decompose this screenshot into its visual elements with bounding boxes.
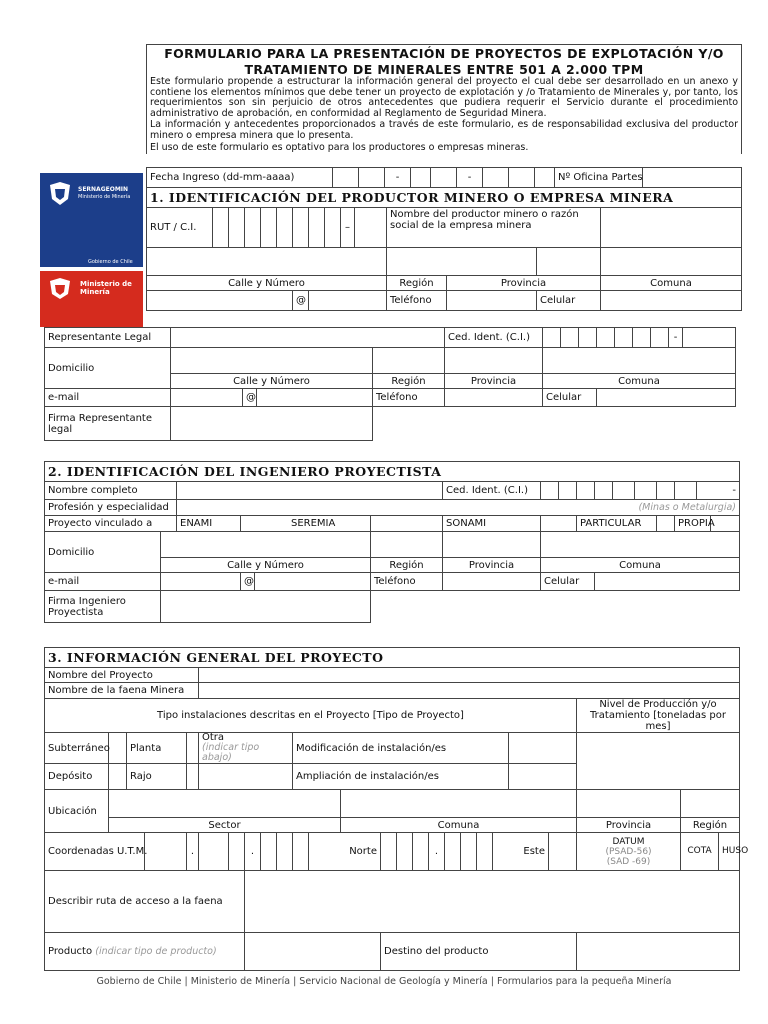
fecha-box[interactable]: [411, 168, 431, 188]
celular-field[interactable]: [597, 389, 736, 407]
ced-box[interactable]: [561, 328, 579, 348]
fecha-box[interactable]: [509, 168, 535, 188]
utm-este-box[interactable]: [381, 833, 397, 871]
at-sign: @: [243, 389, 257, 407]
ced-box[interactable]: [559, 482, 577, 500]
utm-este-box[interactable]: [413, 833, 429, 871]
representante-table: [44, 327, 736, 441]
utm-norte-box[interactable]: [229, 833, 245, 871]
ruta-acceso-field[interactable]: [245, 871, 740, 933]
nombre-productor-field[interactable]: [601, 208, 742, 248]
telefono-label: Teléfono: [387, 291, 447, 311]
rajo-box[interactable]: [187, 764, 199, 790]
provincia-field[interactable]: [577, 790, 681, 818]
comuna-label: Comuna: [541, 558, 740, 573]
ced-label: Ced. Ident. (C.I.): [443, 482, 541, 500]
nombre-proyecto-field[interactable]: [199, 668, 740, 683]
ced-dv-box[interactable]: [683, 328, 736, 348]
otra-hint: (indicar tipo abajo): [202, 742, 260, 763]
nombre-proyecto-label: Nombre del Proyecto: [45, 668, 199, 683]
domicilio-label: Domicilio: [45, 532, 161, 573]
telefono-field[interactable]: [447, 291, 537, 311]
ced-box[interactable]: [615, 328, 633, 348]
sector-field[interactable]: [109, 790, 341, 818]
nombre-faena-label: Nombre de la faena Minera: [45, 683, 199, 699]
modificacion-box[interactable]: [509, 733, 577, 764]
utm-dot: .: [187, 833, 199, 871]
utm-norte-box[interactable]: [277, 833, 293, 871]
nombre-completo-label: Nombre completo: [45, 482, 177, 500]
deposito-label: Depósito: [45, 764, 109, 790]
calle-label: Calle y Número: [147, 276, 387, 291]
provincia-label: Provincia: [443, 558, 541, 573]
fecha-box[interactable]: [483, 168, 509, 188]
rut-box[interactable]: [309, 208, 325, 248]
ced-box[interactable]: [633, 328, 651, 348]
otra-field[interactable]: [199, 764, 293, 790]
representante-label: Representante Legal: [45, 328, 171, 348]
fecha-dash: -: [385, 168, 411, 188]
nombre-productor-label: Nombre del productor minero o razón social de la empresa minera: [387, 208, 601, 248]
ced-label: Ced. Ident. (C.I.): [445, 328, 543, 348]
section-3-table: [44, 647, 749, 971]
profesion-label: Profesión y especialidad: [45, 500, 177, 516]
fecha-ingreso-label: Fecha Ingreso (dd-mm-aaaa): [147, 168, 333, 188]
producto-field[interactable]: [245, 933, 381, 971]
coat-of-arms-icon: [46, 181, 74, 207]
utm-este-box[interactable]: [477, 833, 493, 871]
ced-box[interactable]: [595, 482, 613, 500]
section-1-table: [146, 187, 742, 311]
producto-label: [45, 933, 245, 971]
section-2-title: 2. IDENTIFICACIÓN DEL INGENIERO PROYECTISTA: [45, 462, 740, 482]
comuna-field[interactable]: [341, 790, 577, 818]
este-spacer[interactable]: [549, 833, 577, 871]
firma-ingeniero-field[interactable]: [161, 591, 371, 623]
sector-label: Sector: [109, 818, 341, 833]
oficina-partes-field[interactable]: [643, 168, 742, 188]
celular-label: Celular: [537, 291, 601, 311]
provincia-field[interactable]: [537, 248, 601, 276]
utm-dot: .: [429, 833, 445, 871]
form-title-line2: TRATAMIENTO DE MINERALES ENTRE 501 A 2.000 TPM: [244, 62, 644, 77]
otra-label: [199, 733, 293, 764]
ubicacion-label: Ubicación: [45, 790, 109, 833]
ced-dash: -: [669, 328, 683, 348]
nombre-faena-field[interactable]: [199, 683, 740, 699]
utm-norte-box[interactable]: [293, 833, 309, 871]
firma-representante-label: Firma Representante legal: [45, 407, 171, 441]
utm-norte-box[interactable]: [145, 833, 187, 871]
fecha-dash: -: [457, 168, 483, 188]
destino-label: Destino del producto: [381, 933, 577, 971]
producto-hint: (indicar tipo de producto): [95, 946, 217, 957]
ampliacion-box[interactable]: [509, 764, 577, 790]
at-sign: @: [293, 291, 309, 311]
gov-label: Gobierno de Chile: [88, 259, 133, 265]
fecha-box[interactable]: [535, 168, 555, 188]
option-propia-label: PROPIA: [675, 516, 711, 532]
option-particular-label: PARTICULAR: [577, 516, 657, 532]
page-footer: Gobierno de Chile | Ministerio de Minería | Servicio Nacional de Geología y Minería | Formularios para la pequeña Minería: [96, 976, 672, 987]
modificacion-label: Modificación de instalación/es: [293, 733, 509, 764]
fecha-ingreso-table: [146, 167, 742, 188]
norte-label: Norte: [309, 833, 381, 871]
logo-ministerio-line1: Ministerio de: [80, 280, 132, 288]
region-field[interactable]: [371, 532, 443, 558]
telefono-label: Teléfono: [373, 389, 445, 407]
planta-box[interactable]: [187, 733, 199, 764]
email-user-field[interactable]: [171, 389, 243, 407]
region-field[interactable]: [387, 248, 537, 276]
ced-box[interactable]: [543, 328, 561, 348]
comuna-field[interactable]: [541, 532, 740, 558]
ced-box[interactable]: [657, 482, 675, 500]
region-label: Región: [387, 276, 447, 291]
firma-representante-field[interactable]: [171, 407, 373, 441]
intro-paragraph-3: El uso de este formulario es optativo para los productores o empresas mineras.: [150, 141, 529, 153]
logo-subtitle: Ministerio de Minería: [78, 194, 131, 200]
comuna-label: Comuna: [543, 374, 736, 389]
calle-field[interactable]: [171, 348, 373, 374]
ced-box[interactable]: [579, 328, 597, 348]
utm-norte-box[interactable]: [261, 833, 277, 871]
nivel-produccion-field[interactable]: [577, 733, 740, 790]
email-user-field[interactable]: [161, 573, 241, 591]
este-label: Este: [493, 833, 549, 871]
provincia-field[interactable]: [445, 348, 543, 374]
email-domain-field[interactable]: [257, 389, 373, 407]
utm-este-box[interactable]: [461, 833, 477, 871]
deposito-box[interactable]: [109, 764, 127, 790]
cota-label: COTA: [681, 833, 719, 871]
tipo-instalaciones-label: Tipo instalaciones descritas en el Proyecto [Tipo de Proyecto]: [45, 699, 577, 733]
comuna-field[interactable]: [601, 248, 742, 276]
rut-box[interactable]: [277, 208, 293, 248]
email-user-field[interactable]: [147, 291, 293, 311]
comuna-label: Comuna: [341, 818, 577, 833]
ced-box[interactable]: [613, 482, 635, 500]
region-label: Región: [373, 374, 445, 389]
coat-of-arms-icon: [46, 277, 74, 301]
utm-este-box[interactable]: [397, 833, 413, 871]
provincia-label: Provincia: [447, 276, 601, 291]
calle-field[interactable]: [161, 532, 371, 558]
domicilio-label: Domicilio: [45, 348, 171, 389]
proyecto-vinculado-label: Proyecto vinculado a: [45, 516, 177, 532]
ced-box[interactable]: [635, 482, 657, 500]
rajo-label: Rajo: [127, 764, 187, 790]
subterraneo-box[interactable]: [109, 733, 127, 764]
telefono-field[interactable]: [443, 573, 541, 591]
telefono-field[interactable]: [445, 389, 543, 407]
celular-label: Celular: [541, 573, 595, 591]
planta-label: Planta: [127, 733, 187, 764]
region-label: Región: [371, 558, 443, 573]
nombre-completo-field[interactable]: [177, 482, 443, 500]
option-particular-box[interactable]: [657, 516, 675, 532]
utm-dot: .: [245, 833, 261, 871]
at-sign: @: [241, 573, 255, 591]
region-field[interactable]: [681, 790, 740, 818]
region-label: Región: [681, 818, 740, 833]
fecha-box[interactable]: [359, 168, 385, 188]
datum-sad: (SAD -69): [606, 856, 651, 867]
provincia-field[interactable]: [443, 532, 541, 558]
destino-field[interactable]: [577, 933, 740, 971]
datum-psad: (PSAD-56): [605, 846, 652, 857]
coordenadas-label: Coordenadas U.T.M.: [45, 833, 145, 871]
comuna-field[interactable]: [543, 348, 736, 374]
email-label: e-mail: [45, 389, 171, 407]
otra-text: Otra: [202, 732, 225, 743]
section-1-title: 1. IDENTIFICACIÓN DEL PRODUCTOR MINERO O EMPRESA MINERA: [147, 188, 742, 208]
logo-name: SERNAGEOMIN: [78, 186, 129, 193]
calle-field[interactable]: [147, 248, 387, 276]
ced-box[interactable]: [675, 482, 697, 500]
rut-box[interactable]: [325, 208, 341, 248]
option-enami-label: ENAMI: [177, 516, 241, 532]
celular-field[interactable]: [601, 291, 742, 311]
option-seremia-box[interactable]: [371, 516, 443, 532]
section-3-title: 3. INFORMACIÓN GENERAL DEL PROYECTO: [45, 648, 740, 668]
section-2-table: [44, 461, 740, 623]
utm-norte-box[interactable]: [199, 833, 229, 871]
ampliacion-label: Ampliación de instalación/es: [293, 764, 509, 790]
sernageomin-logo: [40, 173, 143, 267]
calle-label: Calle y Número: [171, 374, 373, 389]
subterraneo-label: Subterráneo: [45, 733, 109, 764]
ced-box[interactable]: [541, 482, 559, 500]
rut-box[interactable]: [261, 208, 277, 248]
logo-ministerio-line2: Minería: [80, 288, 110, 296]
logo-panel: [40, 173, 143, 327]
rut-box[interactable]: [229, 208, 245, 248]
ced-box[interactable]: [651, 328, 669, 348]
comuna-label: Comuna: [601, 276, 742, 291]
producto-text: Producto: [48, 946, 93, 957]
rut-dv-box[interactable]: [371, 208, 387, 248]
rut-box[interactable]: [245, 208, 261, 248]
ced-dash: -: [697, 482, 740, 500]
nivel-produccion-label: Nivel de Producción y/o Tratamiento [toneladas por mes]: [577, 699, 740, 733]
ced-box[interactable]: [597, 328, 615, 348]
fecha-box[interactable]: [431, 168, 457, 188]
rut-label: RUT / C.I.: [147, 208, 213, 248]
option-seremia-label: SEREMIA: [241, 516, 371, 532]
intro-paragraph-1: Este formulario propende a estructurar la información general del proyecto el cual debe ser desarrollado en un anexo y contiene los elementos mínimos que debe tener un proyecto de explotación y /o Tratamiento de Minerales y, por tanto, los requerimientos son sin perjuicio de otros antecedentes que pudiera requerir el Servicio durante el procedimiento administrativo de aprobación, en conformidad al Reglamento de Seguridad Minera.: [150, 76, 738, 119]
provincia-label: Provincia: [445, 374, 543, 389]
oficina-partes-label: Nº Oficina Partes: [555, 168, 643, 188]
profesion-field[interactable]: (Minas o Metalurgia): [177, 500, 740, 516]
celular-field[interactable]: [595, 573, 740, 591]
region-field[interactable]: [373, 348, 445, 374]
firma-ingeniero-label: Firma Ingeniero Proyectista: [45, 591, 161, 623]
datum-label: DATUM: [612, 836, 645, 847]
huso-label: HUSO: [719, 833, 740, 871]
datum-cell: [577, 833, 681, 871]
rut-dash: –: [341, 208, 355, 248]
logo-divider: [40, 267, 143, 271]
celular-label: Celular: [543, 389, 597, 407]
rut-box[interactable]: [213, 208, 229, 248]
calle-label: Calle y Número: [161, 558, 371, 573]
representante-field[interactable]: [171, 328, 445, 348]
email-domain-field[interactable]: [255, 573, 371, 591]
rut-dv-box[interactable]: [355, 208, 371, 248]
telefono-label: Teléfono: [371, 573, 443, 591]
ced-box[interactable]: [577, 482, 595, 500]
fecha-box[interactable]: [333, 168, 359, 188]
option-sonami-label: SONAMI: [443, 516, 541, 532]
email-label: e-mail: [45, 573, 161, 591]
ruta-acceso-label: Describir ruta de acceso a la faena: [45, 871, 245, 933]
form-header: [146, 44, 742, 154]
intro-paragraph-2: La información y antecedentes proporcionados a través de este formulario, es de responsabilidad exclusiva del productor minero o empresa minera que lo presenta.: [150, 119, 738, 141]
rut-box[interactable]: [293, 208, 309, 248]
option-sonami-box[interactable]: [541, 516, 577, 532]
email-domain-field[interactable]: [309, 291, 387, 311]
form-title-line1: FORMULARIO PARA LA PRESENTACIÓN DE PROYECTOS DE EXPLOTACIÓN Y/O: [164, 46, 724, 61]
utm-este-box[interactable]: [445, 833, 461, 871]
provincia-label: Provincia: [577, 818, 681, 833]
